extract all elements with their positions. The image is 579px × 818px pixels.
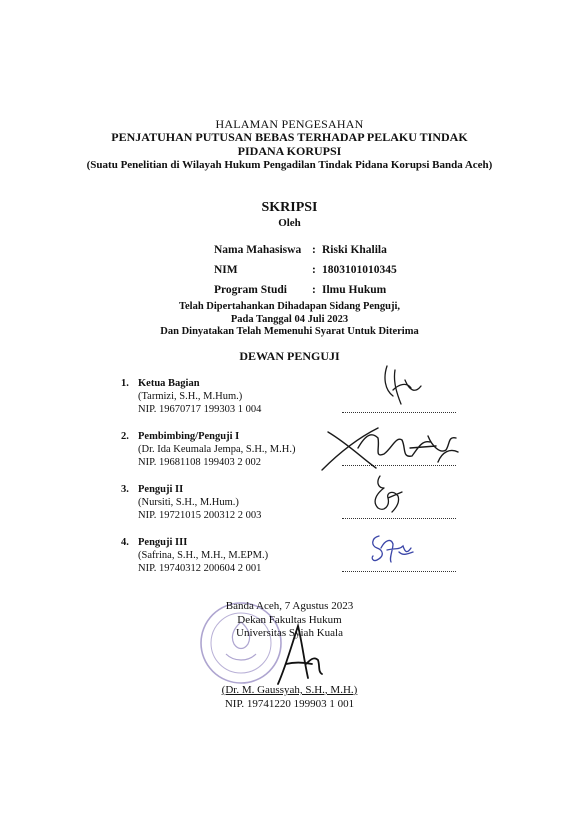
student-label: Program Studi <box>214 284 287 296</box>
signature-examiner-1 <box>375 360 435 410</box>
approval-heading: HALAMAN PENGESAHAN <box>215 117 364 131</box>
examiner-role: Pembimbing/Penguji I <box>138 431 240 442</box>
examiner-3 <box>121 483 261 522</box>
examiner-4 <box>121 536 268 575</box>
university-name: Universitas Syiah Kuala <box>236 627 343 639</box>
defense-line3: Dan Dinyatakan Telah Memenuhi Syarat Untuk Diterima <box>160 326 419 337</box>
examiner-2 <box>121 430 295 469</box>
student-value: Ilmu Hukum <box>322 284 387 296</box>
examiner-nip: NIP. 19721015 200312 2 003 <box>138 510 262 521</box>
examiner-role: Penguji III <box>138 537 188 548</box>
student-colon: : <box>312 284 316 296</box>
examiner-nip: NIP. 19740312 200604 2 001 <box>138 563 262 574</box>
student-label: Nama Mahasiswa <box>214 244 302 256</box>
defense-statement <box>0 301 579 339</box>
examiner-name: (Nursiti, S.H., M.Hum.) <box>138 497 239 508</box>
dean-identity <box>0 684 579 711</box>
signature-line <box>342 570 456 572</box>
student-row <box>214 260 397 280</box>
defense-line1: Telah Dipertahankan Dihadapan Sidang Penguji, <box>178 301 401 312</box>
signature-line <box>342 464 456 466</box>
examiner-1 <box>121 377 261 416</box>
student-info <box>214 240 397 300</box>
dean-position: Dekan Fakultas Hukum <box>237 613 342 626</box>
student-value: 1803101010345 <box>322 264 397 276</box>
thesis-title-line1: PENJATUHAN PUTUSAN BEBAS TERHADAP PELAKU TINDAK <box>111 130 468 144</box>
signature-examiner-3 <box>362 472 412 516</box>
examiner-role: Penguji II <box>138 484 184 495</box>
examiner-nip: NIP. 19670717 199303 1 004 <box>138 404 262 415</box>
examiner-number: 4. <box>121 537 129 548</box>
signature-line <box>342 517 456 519</box>
examiner-name: (Safrina, S.H., M.H., M.EPM.) <box>138 550 269 561</box>
examiner-number: 1. <box>121 378 129 389</box>
examiner-number: 3. <box>121 484 129 495</box>
signature-line <box>342 411 456 413</box>
examiner-number: 2. <box>121 431 129 442</box>
by-label: Oleh <box>278 217 301 229</box>
student-value: Riski Khalila <box>322 244 387 256</box>
examiner-role: Ketua Bagian <box>138 378 200 389</box>
examiner-name: (Dr. Ida Keumala Jempa, S.H., M.H.) <box>138 444 296 455</box>
student-row <box>214 280 397 300</box>
defense-line2: Pada Tanggal 04 Juli 2023 <box>230 313 349 325</box>
dean-block <box>0 600 579 641</box>
student-label: NIM <box>214 264 238 276</box>
signature-examiner-2 <box>318 418 463 476</box>
dean-name: (Dr. M. Gaussyah, S.H., M.H.) <box>221 684 358 696</box>
thesis-subtitle-text: (Suatu Penelitian di Wilayah Hukum Pengadilan Tindak Pidana Korupsi Banda Aceh) <box>86 159 493 171</box>
examiner-name: (Tarmizi, S.H., M.Hum.) <box>138 391 243 402</box>
thesis-title-line2: PIDANA KORUPSI <box>237 143 342 158</box>
place-date: Banda Aceh, 7 Agustus 2023 <box>225 600 354 612</box>
signature-examiner-4 <box>363 528 419 568</box>
student-colon: : <box>312 244 316 256</box>
examiner-nip: NIP. 19681108 199403 2 002 <box>138 457 261 468</box>
thesis-subtitle <box>0 158 579 172</box>
doc-type: SKRIPSI <box>261 200 318 215</box>
thesis-title <box>0 131 579 158</box>
student-colon: : <box>312 264 316 276</box>
dean-nip: NIP. 19741220 199903 1 001 <box>224 697 355 710</box>
board-title: DEWAN PENGUJI <box>239 349 340 363</box>
student-row <box>214 240 397 260</box>
